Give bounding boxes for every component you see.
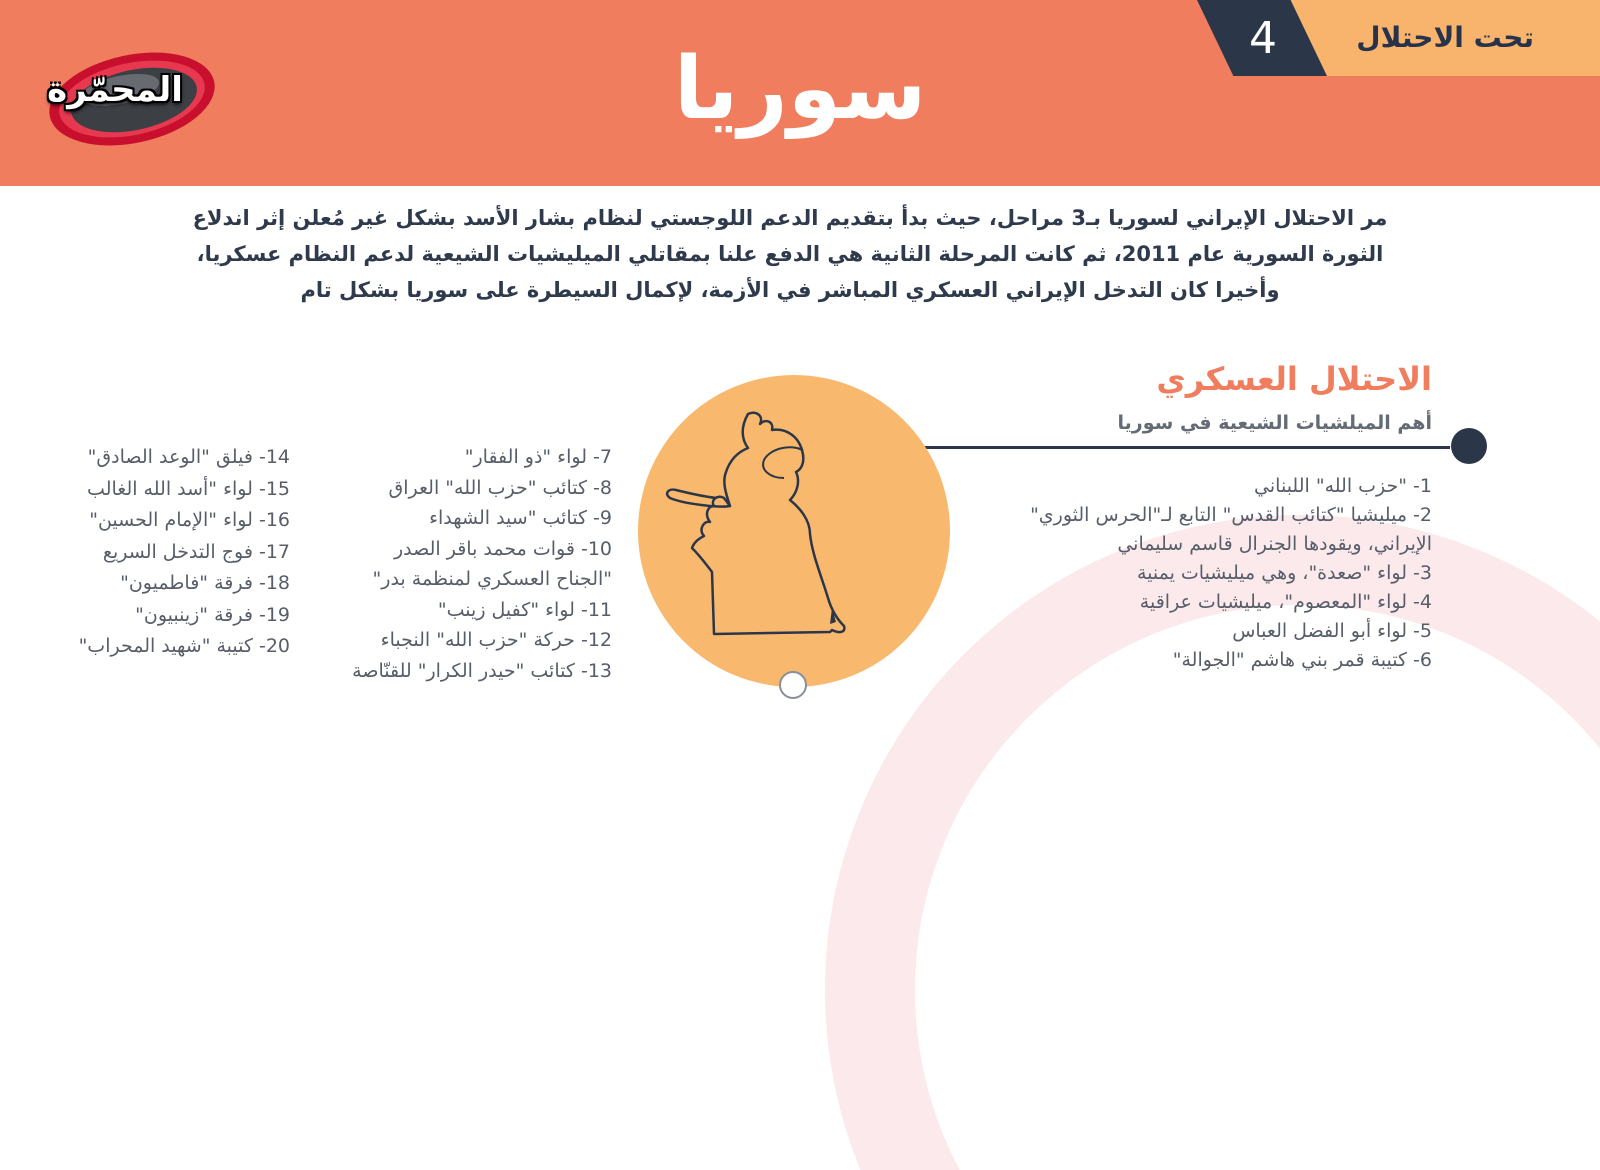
timeline-dot <box>779 671 807 699</box>
intro-line: الثورة السورية عام 2011، ثم كانت المرحلة الثانية هي الدفع علنا بمقاتلي الميليشيات الشيعية لدعم النظام عسكريا، <box>196 242 1384 266</box>
list-item: 8- كتائب "حزب الله" العراق <box>388 476 612 499</box>
list-item: 12- حركة "حزب الله" النجباء <box>380 629 612 651</box>
chapter-number: 4 <box>1249 13 1277 64</box>
list-item: 1- "حزب الله" اللبناني <box>1254 475 1432 497</box>
soldier-icon <box>660 408 900 648</box>
list-item: 18- فرقة "فاطميون" <box>120 572 290 594</box>
list-item: 3- لواء "صعدة"، وهي ميليشيات يمنية <box>1136 562 1432 584</box>
intro-line: وأخيرا كان التدخل الإيراني العسكري المباشر في الأزمة، لإكمال السيطرة على سوريا بشكل تام <box>300 278 1280 302</box>
section-tag-label: تحت الاحتلال <box>1356 21 1534 54</box>
list-item: 14- فيلق "الوعد الصادق" <box>87 446 290 468</box>
list-item: 11- لواء "كفيل زينب" <box>437 598 612 621</box>
list-item: 17- فوج التدخل السريع <box>102 540 290 563</box>
list-item: 20- كتيبة "شهيد المحراب" <box>78 635 290 657</box>
list-item: 16- لواء "الإمام الحسين" <box>89 509 290 531</box>
logo-text: المحمّرة <box>47 70 183 110</box>
list-item: "الجناح العسكري لمنظمة بدر" <box>372 568 612 590</box>
intro-paragraph <box>140 200 1440 308</box>
list-item: 5- لواء أبو الفضل العباس <box>1232 620 1432 642</box>
list-item: 6- كتيبة قمر بني هاشم "الجوالة" <box>1172 649 1432 671</box>
list-item: 2- ميليشيا "كتائب القدس" التابع لـ"الحرس الثوري" <box>1030 504 1432 526</box>
militia-list-middle <box>292 442 612 686</box>
header-banner <box>0 0 1600 186</box>
page-title: سوريا <box>673 39 927 139</box>
connector-dot <box>1451 428 1487 464</box>
list-item: 19- فرقة "زينبيون" <box>135 603 290 626</box>
section-subtitle: أهم الميلشيات الشيعية في سوريا <box>1117 412 1432 434</box>
militia-list-right <box>952 472 1432 675</box>
list-item: 10- قوات محمد باقر الصدر <box>393 537 612 560</box>
section-title: الاحتلال العسكري <box>1156 360 1432 398</box>
militia-list-left <box>20 442 290 663</box>
list-item: 15- لواء "أسد الله الغالب <box>87 477 290 500</box>
list-item: الإيراني، ويقودها الجنرال قاسم سليماني <box>1117 533 1432 555</box>
list-item: 4- لواء "المعصوم"، ميليشيات عراقية <box>1139 591 1432 613</box>
list-item: 7- لواء "ذو الفقار" <box>464 446 612 468</box>
list-item: 9- كتائب "سيد الشهداء <box>429 507 612 529</box>
intro-line: مر الاحتلال الإيراني لسوريا بـ3 مراحل، حيث بدأ بتقديم الدعم اللوجستي لنظام بشار الأسد بشكل غير مُعلن إثر اندلاع <box>192 206 1388 230</box>
connector-line <box>920 446 1450 449</box>
list-item: 13- كتائب "حيدر الكرار" للقنّاصة <box>352 659 612 682</box>
